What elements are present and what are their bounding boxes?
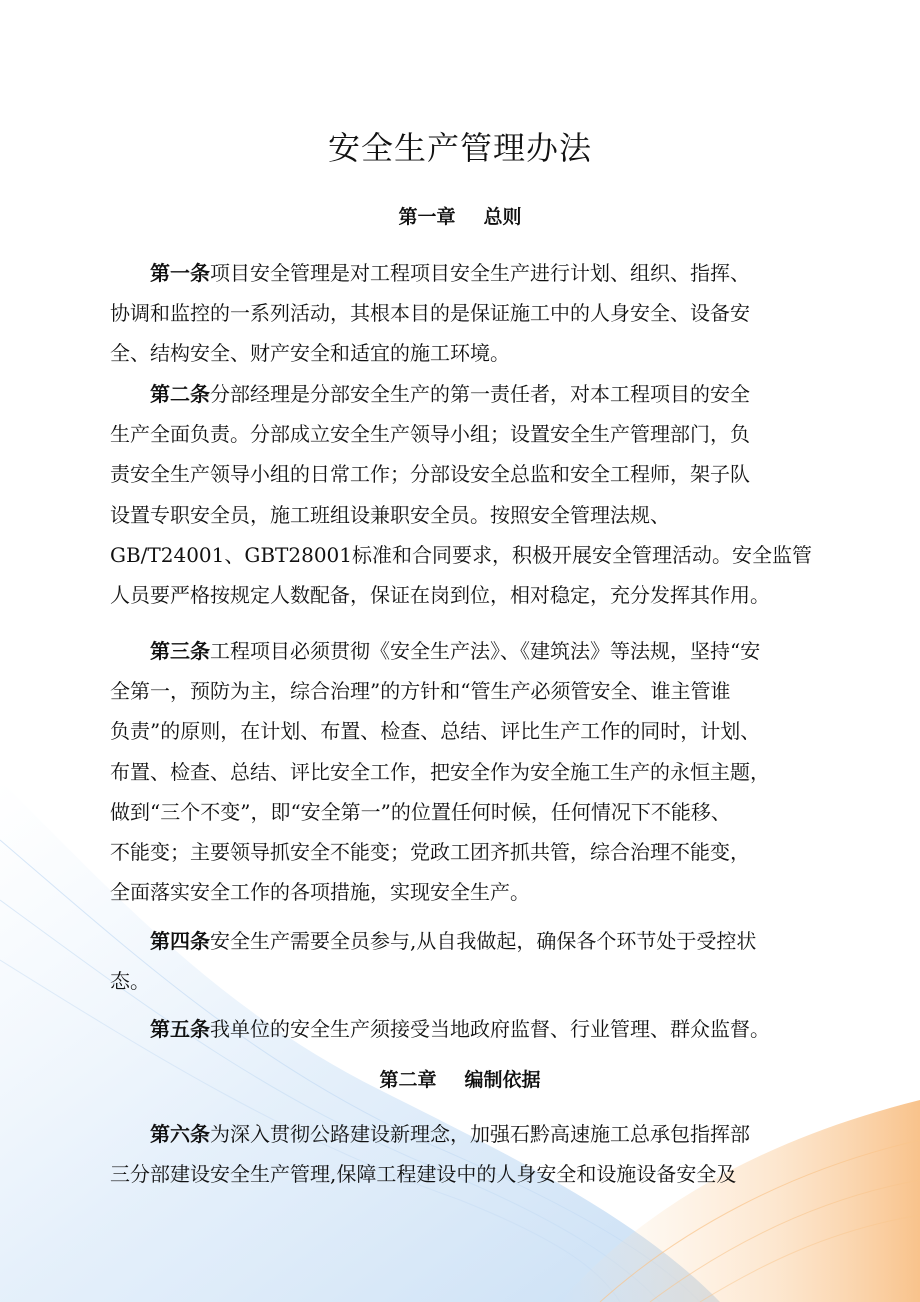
article-paragraph (110, 921, 810, 1001)
article-paragraph (110, 631, 810, 912)
article-label: 第五条 (150, 1017, 210, 1041)
article-label: 第一条 (150, 261, 210, 285)
chapter-number: 第一章 (398, 206, 456, 228)
paragraph-line: 全面落实安全工作的各项措施，实现安全生产。 (110, 880, 530, 905)
paragraph-line: 责安全生产领导小组的日常工作；分部设安全总监和安全工程师，架子队 (110, 462, 750, 487)
article-paragraph (110, 374, 813, 615)
paragraph-line: 做到“三个不变”，即“安全第一”的位置任何时候，任何情况下不能移、 (110, 799, 731, 824)
paragraph-line: 人员要严格按规定人数配备，保证在岗到位，相对稳定，充分发挥其作用。 (110, 583, 770, 608)
paragraph-line: GB/T24001、GBT28001标准和合同要求，积极开展安全管理活动。安全监管 (110, 542, 813, 567)
paragraph-line: 第一条项目安全管理是对工程项目安全生产进行计划、组织、指挥、 (150, 261, 750, 285)
paragraph-line: 态。 (110, 969, 150, 994)
paragraph-line: 负责”的原则，在计划、布置、检查、总结、评比生产工作的同时，计划、 (110, 719, 761, 744)
paragraph-line: 第六条为深入贯彻公路建设新理念，加强石黔高速施工总承包指挥部 (150, 1122, 750, 1146)
chapter-name: 总则 (483, 206, 522, 228)
chapter-heading-1 (110, 204, 810, 230)
paragraph-line: 不能变；主要领导抓安全不能变；党政工团齐抓共管，综合治理不能变， (110, 840, 750, 865)
paragraph-line: 协调和监控的一系列活动，其根本目的是保证施工中的人身安全、设备安 (110, 301, 750, 326)
article-label: 第三条 (150, 639, 210, 663)
paragraph-line: 第二条分部经理是分部安全生产的第一责任者，对本工程项目的安全 (150, 382, 750, 406)
paragraph-line: 第四条安全生产需要全员参与,从自我做起，确保各个环节处于受控状 (150, 929, 757, 953)
paragraph-line: 全、结构安全、财产安全和适宜的施工环境。 (110, 341, 510, 366)
document-title: 安全生产管理办法 (327, 129, 592, 167)
chapter-number: 第二章 (379, 1069, 437, 1091)
chapter-name: 编制依据 (464, 1069, 541, 1091)
article-label: 第四条 (150, 929, 210, 953)
paragraph-line: 第三条工程项目必须贯彻《安全生产法》、《建筑法》等法规，坚持“安 (150, 639, 761, 663)
article-label: 第二条 (150, 382, 210, 406)
article-paragraph (110, 253, 810, 374)
paragraph-line: 三分部建设安全生产管理,保障工程建设中的人身安全和设施设备安全及 (110, 1162, 737, 1187)
paragraph-line: 全第一，预防为主，综合治理”的方针和“管生产必须管安全、谁主管谁 (110, 679, 731, 704)
paragraph-line: 第五条我单位的安全生产须接受当地政府监督、行业管理、群众监督。 (150, 1017, 770, 1041)
article-paragraph (110, 1114, 810, 1194)
article-label: 第六条 (150, 1122, 210, 1146)
article-paragraph (110, 1009, 810, 1049)
paragraph-line: 设置专职安全员，施工班组设兼职安全员。按照安全管理法规、 (110, 502, 670, 527)
chapter-heading-2 (110, 1067, 810, 1093)
paragraph-line: 布置、检查、总结、评比安全工作，把安全作为安全施工生产的永恒主题， (110, 759, 770, 784)
paragraph-line: 生产全面负责。分部成立安全生产领导小组；设置安全生产管理部门，负 (110, 422, 750, 447)
